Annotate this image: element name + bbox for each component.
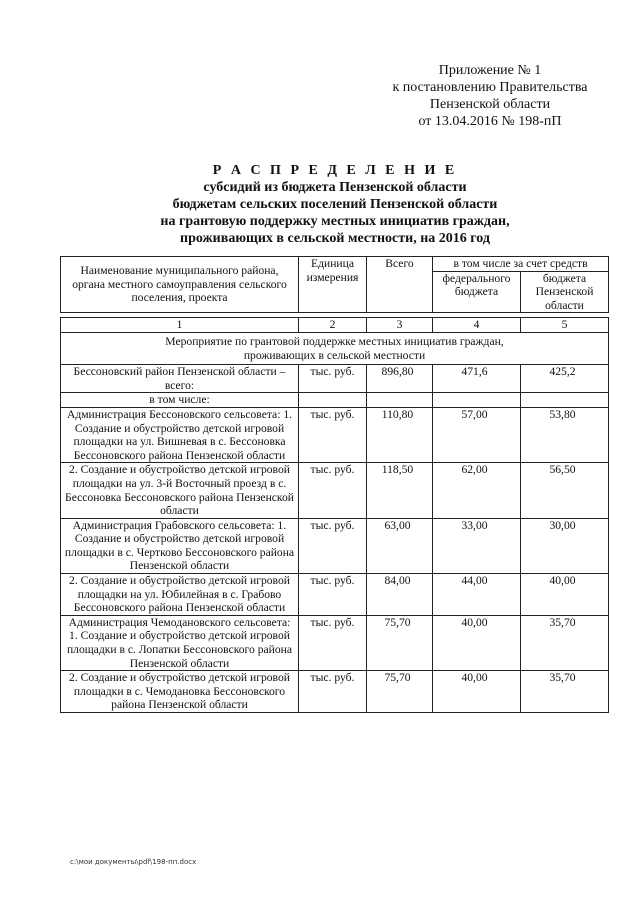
row-federal: 40,00 xyxy=(433,671,521,713)
file-path-footer: c:\мои документы\pdf\198-пп.docx xyxy=(70,858,197,866)
header-total: Всего xyxy=(367,257,433,313)
table-row xyxy=(61,393,609,408)
row-regional: 30,00 xyxy=(521,518,609,573)
row-name: Администрация Бессоновского сельсовета: 1. Создание и обустройство детской игровой площадки на ул. Вишневая в с. Бессоновка Бессоновского района Пензенской области xyxy=(61,407,299,462)
row-name: 2. Создание и обустройство детской игровой площадки на ул. 3-й Восточный проезд в с. Бессоновка Бессоновского района Пензенской области xyxy=(61,463,299,518)
subsidy-table xyxy=(60,256,609,713)
column-numbers-row xyxy=(61,318,609,333)
row-federal xyxy=(433,393,521,408)
appendix-line: Пензенской области xyxy=(429,97,551,112)
header-name: Наименование муниципального района, органа местного самоуправления сельского поселения, проекта xyxy=(61,257,299,313)
row-total: 118,50 xyxy=(367,463,433,518)
row-total: 75,70 xyxy=(367,671,433,713)
row-total: 63,00 xyxy=(367,518,433,573)
title-line: бюджетам сельских поселений Пензенской области xyxy=(172,197,498,212)
row-regional: 35,70 xyxy=(521,615,609,670)
header-regional: бюджета Пензенской области xyxy=(521,271,609,313)
row-name: в том числе: xyxy=(61,393,299,408)
column-number: 4 xyxy=(433,318,521,333)
title-caps: Р А С П Р Е Д Е Л Е Н И Е xyxy=(212,163,458,178)
section-title: Мероприятие по грантовой поддержке местных инициатив граждан, проживающих в сельской местности xyxy=(61,332,609,364)
table-row xyxy=(61,407,609,462)
title-line: проживающих в сельской местности, на 2016 год xyxy=(180,231,490,246)
row-unit: тыс. руб. xyxy=(299,574,367,616)
row-unit xyxy=(299,393,367,408)
row-regional: 425,2 xyxy=(521,365,609,393)
table-row xyxy=(61,615,609,670)
table-row xyxy=(61,671,609,713)
header-unit: Единица измерения xyxy=(299,257,367,313)
table-row xyxy=(61,574,609,616)
appendix-header xyxy=(370,62,610,130)
row-regional: 40,00 xyxy=(521,574,609,616)
row-unit: тыс. руб. xyxy=(299,407,367,462)
row-federal: 471,6 xyxy=(433,365,521,393)
appendix-date-line: от 13.04.2016 № 198-пП xyxy=(418,114,562,129)
column-number: 5 xyxy=(521,318,609,333)
row-name: Администрация Чемодановского сельсовета: 1. Создание и обустройство детской игровой площадки в с. Лопатки Бессоновского района Пензенской области xyxy=(61,615,299,670)
section-title-row xyxy=(61,332,609,364)
row-total: 75,70 xyxy=(367,615,433,670)
row-unit: тыс. руб. xyxy=(299,615,367,670)
table-header-row xyxy=(61,257,609,272)
row-name: Администрация Грабовского сельсовета: 1. Создание и обустройство детской игровой площадки в с. Чертково Бессоновского района Пензенской области xyxy=(61,518,299,573)
row-federal: 62,00 xyxy=(433,463,521,518)
row-federal: 57,00 xyxy=(433,407,521,462)
row-name: 2. Создание и обустройство детской игровой площадки на ул. Юбилейная в с. Грабово Бессоновского района Пензенской области xyxy=(61,574,299,616)
row-name: 2. Создание и обустройство детской игровой площадки в с. Чемодановка Бессоновского района Пензенской области xyxy=(61,671,299,713)
row-federal: 44,00 xyxy=(433,574,521,616)
table-row xyxy=(61,365,609,393)
header-including: в том числе за счет средств xyxy=(433,257,609,272)
row-regional: 56,50 xyxy=(521,463,609,518)
appendix-line: Приложение № 1 xyxy=(438,63,542,78)
table-row xyxy=(61,518,609,573)
row-name: Бессоновский район Пензенской области – всего: xyxy=(61,365,299,393)
row-unit: тыс. руб. xyxy=(299,463,367,518)
row-unit: тыс. руб. xyxy=(299,518,367,573)
row-total: 896,80 xyxy=(367,365,433,393)
appendix-line: к постановлению Правительства xyxy=(392,80,588,95)
column-number: 2 xyxy=(299,318,367,333)
column-number: 3 xyxy=(367,318,433,333)
row-unit: тыс. руб. xyxy=(299,365,367,393)
row-total: 84,00 xyxy=(367,574,433,616)
title-line: на грантовую поддержку местных инициатив граждан, xyxy=(160,214,510,229)
row-regional xyxy=(521,393,609,408)
row-total xyxy=(367,393,433,408)
title-line: субсидий из бюджета Пензенской области xyxy=(203,180,467,195)
row-federal: 40,00 xyxy=(433,615,521,670)
row-unit: тыс. руб. xyxy=(299,671,367,713)
header-federal: федерального бюджета xyxy=(433,271,521,313)
table-row xyxy=(61,463,609,518)
row-regional: 53,80 xyxy=(521,407,609,462)
row-federal: 33,00 xyxy=(433,518,521,573)
document-title xyxy=(60,162,610,247)
row-total: 110,80 xyxy=(367,407,433,462)
row-regional: 35,70 xyxy=(521,671,609,713)
column-number: 1 xyxy=(61,318,299,333)
